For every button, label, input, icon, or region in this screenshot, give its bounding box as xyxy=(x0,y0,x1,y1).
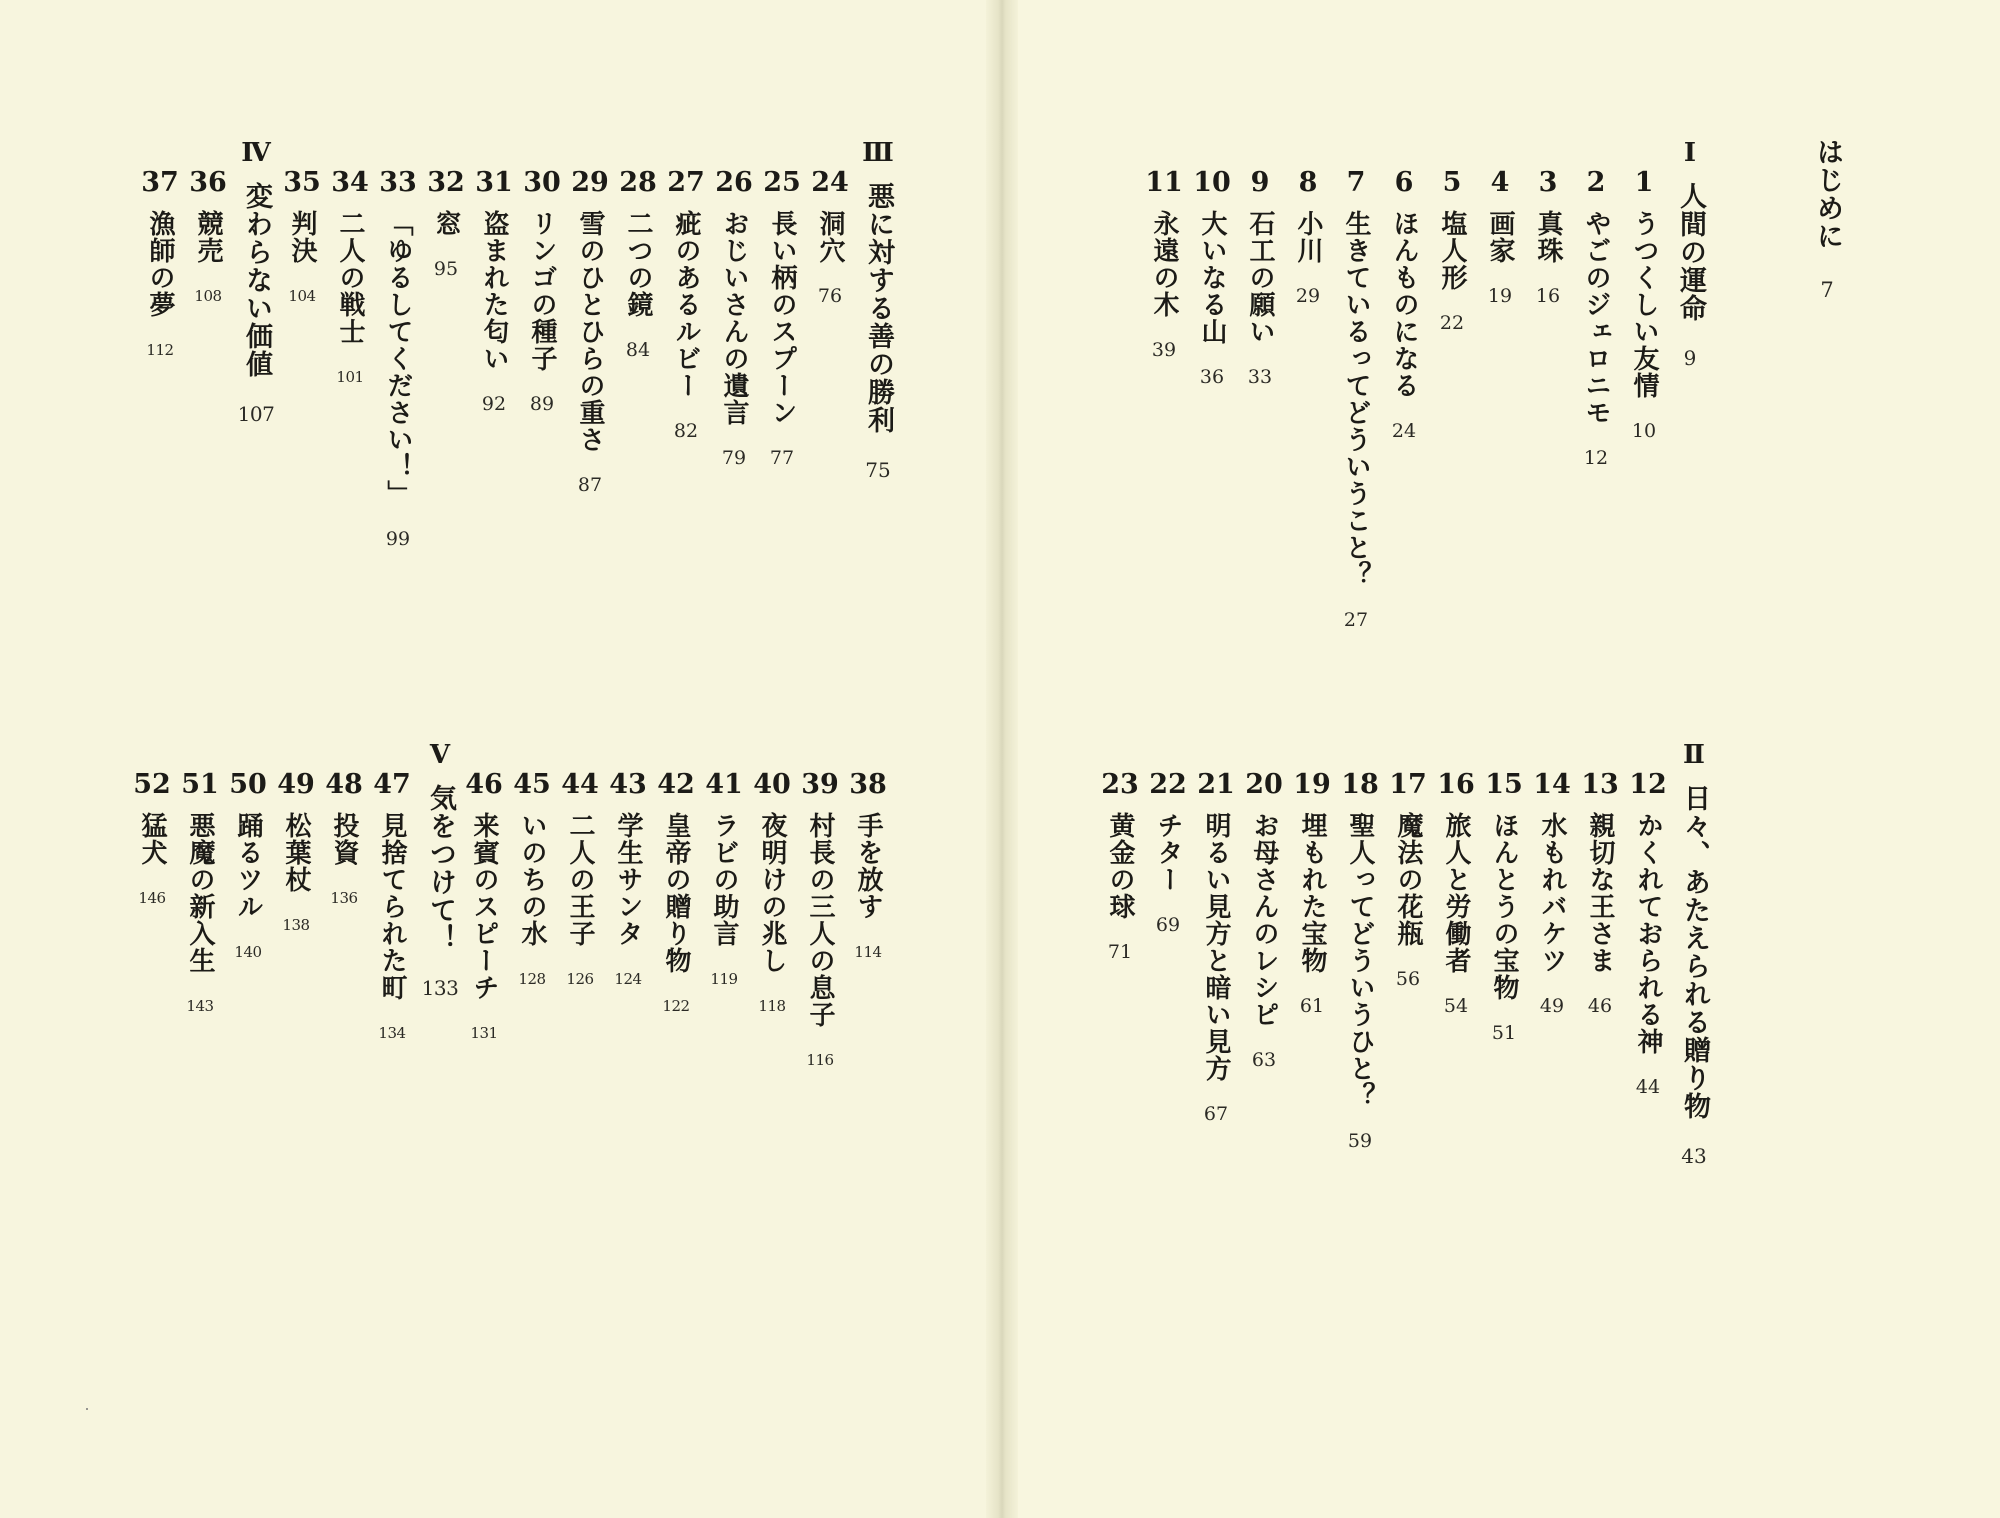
entry-number: 40 xyxy=(753,769,791,800)
entry-page: 136 xyxy=(330,889,358,907)
entry-title: 投資 xyxy=(329,812,359,866)
toc-entry[interactable] xyxy=(1478,168,1522,306)
entry-page: 92 xyxy=(481,393,507,415)
entry-page: 131 xyxy=(470,1024,498,1042)
toc-section-1[interactable] xyxy=(1668,138,1712,368)
entry-page: 119 xyxy=(710,970,738,988)
toc-entry[interactable] xyxy=(462,770,506,1043)
toc-entry[interactable] xyxy=(702,770,746,989)
entry-number: 49 xyxy=(277,769,315,800)
entry-title: 猛犬 xyxy=(137,812,167,866)
toc-entry[interactable] xyxy=(510,770,554,989)
toc-entry[interactable] xyxy=(1338,770,1382,1151)
toc-section-4[interactable] xyxy=(234,138,278,424)
entry-page: 69 xyxy=(1155,914,1181,936)
entry-number: 20 xyxy=(1245,769,1283,800)
toc-entry[interactable] xyxy=(1334,168,1378,630)
section-numeral: Ⅳ xyxy=(241,138,271,168)
toc-entry[interactable] xyxy=(760,168,804,468)
entry-page: 134 xyxy=(378,1024,406,1042)
entry-page: 39 xyxy=(1151,339,1177,361)
entry-number: 45 xyxy=(513,769,551,800)
toc-entry[interactable] xyxy=(424,168,468,279)
entry-page: 59 xyxy=(1347,1130,1373,1152)
entry-title: 永遠の木 xyxy=(1149,210,1179,318)
entry-page: 56 xyxy=(1395,968,1421,990)
entry-page: 33 xyxy=(1247,366,1273,388)
toc-entry[interactable] xyxy=(1434,770,1478,1016)
entry-number: 27 xyxy=(667,167,705,198)
entry-number: 50 xyxy=(229,769,267,800)
entry-title: ラビの助言 xyxy=(709,812,739,947)
entry-number: 32 xyxy=(427,167,465,198)
entry-page: 16 xyxy=(1535,285,1561,307)
entry-number: 6 xyxy=(1394,167,1414,198)
entry-title: ほんとうの宝物 xyxy=(1489,812,1519,1001)
entry-title: 悪魔の新入生 xyxy=(185,812,215,974)
entry-page: 118 xyxy=(758,997,786,1015)
entry-page: 146 xyxy=(138,889,166,907)
entry-number: 9 xyxy=(1250,167,1270,198)
entry-page: 77 xyxy=(769,447,795,469)
entry-title: 明るい見方と暗い見方 xyxy=(1201,812,1231,1082)
entry-title: 埋もれた宝物 xyxy=(1297,812,1327,974)
toc-entry[interactable] xyxy=(328,168,372,387)
entry-page: 63 xyxy=(1251,1049,1277,1071)
entry-page: 29 xyxy=(1295,285,1321,307)
entry-number: 22 xyxy=(1149,769,1187,800)
toc-entry[interactable] xyxy=(1530,770,1574,1016)
entry-page: 89 xyxy=(529,393,555,415)
entry-number: 52 xyxy=(133,769,171,800)
entry-number: 38 xyxy=(849,769,887,800)
intro-title: はじめに xyxy=(1812,138,1843,250)
entry-title: かくれておられる神 xyxy=(1633,812,1663,1055)
entry-page: 104 xyxy=(288,287,316,305)
entry-number: 7 xyxy=(1346,167,1366,198)
toc-entry[interactable] xyxy=(1574,168,1618,468)
entry-page: 24 xyxy=(1391,420,1417,442)
section-title: 悪に対する善の勝利 xyxy=(863,182,894,434)
entry-page: 46 xyxy=(1587,995,1613,1017)
toc-intro[interactable] xyxy=(1812,138,1842,300)
entry-title: 漁師の夢 xyxy=(145,210,175,318)
entry-page: 143 xyxy=(186,997,214,1015)
entry-page: 124 xyxy=(614,970,642,988)
entry-page: 84 xyxy=(625,339,651,361)
entry-number: 13 xyxy=(1581,769,1619,800)
book-gutter xyxy=(986,0,1018,1518)
toc-entry[interactable] xyxy=(1578,770,1622,1016)
entry-page: 27 xyxy=(1343,609,1369,631)
entry-title: 手を放す xyxy=(853,812,883,920)
entry-number: 12 xyxy=(1629,769,1667,800)
entry-page: 61 xyxy=(1299,995,1325,1017)
section-numeral: Ⅴ xyxy=(429,740,451,770)
toc-entry[interactable] xyxy=(616,168,660,360)
toc-entry[interactable] xyxy=(274,770,318,935)
toc-section-3[interactable] xyxy=(856,138,900,480)
entry-title: 松葉杖 xyxy=(281,812,311,893)
toc-entry[interactable] xyxy=(568,168,612,495)
entry-number: 41 xyxy=(705,769,743,800)
entry-page: 51 xyxy=(1491,1022,1517,1044)
entry-page: 101 xyxy=(336,368,364,386)
entry-page: 122 xyxy=(662,997,690,1015)
entry-page: 116 xyxy=(806,1051,834,1069)
entry-page: 112 xyxy=(146,341,174,359)
entry-title: 水もれバケツ xyxy=(1537,812,1567,974)
entry-title: 二人の王子 xyxy=(565,812,595,947)
entry-number: 17 xyxy=(1389,769,1427,800)
section-page: 43 xyxy=(1681,1144,1707,1168)
entry-title: 「ゆるしてください！」 xyxy=(383,210,413,507)
entry-title: 塩人形 xyxy=(1437,210,1467,291)
entry-number: 14 xyxy=(1533,769,1571,800)
entry-page: 12 xyxy=(1583,447,1609,469)
entry-page: 10 xyxy=(1631,420,1657,442)
toc-entry[interactable] xyxy=(846,770,890,962)
toc-entry[interactable] xyxy=(750,770,794,1016)
entry-number: 24 xyxy=(811,167,849,198)
entry-page: 140 xyxy=(234,943,262,961)
toc-entry[interactable] xyxy=(280,168,324,306)
toc-entry[interactable] xyxy=(1194,770,1238,1124)
toc-entry[interactable] xyxy=(1242,770,1286,1070)
toc-entry[interactable] xyxy=(1526,168,1570,306)
toc-entry[interactable] xyxy=(808,168,852,306)
entry-number: 35 xyxy=(283,167,321,198)
toc-section-5[interactable] xyxy=(418,740,462,998)
entry-page: 95 xyxy=(433,258,459,280)
entry-page: 108 xyxy=(194,287,222,305)
entry-number: 30 xyxy=(523,167,561,198)
entry-number: 3 xyxy=(1538,167,1558,198)
entry-page: 19 xyxy=(1487,285,1513,307)
entry-title: 大いなる山 xyxy=(1197,210,1227,345)
toc-entry[interactable] xyxy=(558,770,602,989)
entry-title: 二人の戦士 xyxy=(335,210,365,345)
entry-number: 11 xyxy=(1145,167,1183,198)
entry-number: 10 xyxy=(1193,167,1231,198)
entry-title: 夜明けの兆し xyxy=(757,812,787,974)
entry-number: 16 xyxy=(1437,769,1475,800)
entry-number: 18 xyxy=(1341,769,1379,800)
entry-number: 25 xyxy=(763,167,801,198)
entry-title: 聖人ってどういうひと？ xyxy=(1345,812,1375,1109)
entry-number: 48 xyxy=(325,769,363,800)
toc-entry[interactable] xyxy=(1482,770,1526,1043)
entry-number: 5 xyxy=(1442,167,1462,198)
section-title: 日々、あたえられる贈り物 xyxy=(1679,784,1710,1120)
toc-entry[interactable] xyxy=(1430,168,1474,333)
toc-entry[interactable] xyxy=(606,770,650,989)
entry-title: ほんものになる xyxy=(1389,210,1419,399)
toc-entry[interactable] xyxy=(798,770,842,1070)
entry-number: 31 xyxy=(475,167,513,198)
entry-page: 128 xyxy=(518,970,546,988)
section-numeral: Ⅰ xyxy=(1683,138,1697,168)
entry-title: 踊るツル xyxy=(233,812,263,920)
entry-number: 19 xyxy=(1293,769,1331,800)
entry-page: 71 xyxy=(1107,941,1133,963)
toc-entry[interactable] xyxy=(370,770,414,1043)
entry-title: うつくしい友情 xyxy=(1629,210,1659,399)
toc-entry[interactable] xyxy=(1146,770,1190,935)
entry-number: 29 xyxy=(571,167,609,198)
entry-page: 76 xyxy=(817,285,843,307)
entry-page: 36 xyxy=(1199,366,1225,388)
entry-title: やごのジェロニモ xyxy=(1581,210,1611,426)
entry-number: 36 xyxy=(189,167,227,198)
section-numeral: Ⅲ xyxy=(862,138,894,168)
section-page: 9 xyxy=(1683,346,1697,370)
entry-title: 旅人と労働者 xyxy=(1441,812,1471,974)
entry-page: 54 xyxy=(1443,995,1469,1017)
entry-title: 来賓のスピーチ xyxy=(469,812,499,1001)
entry-number: 33 xyxy=(379,167,417,198)
entry-number: 23 xyxy=(1101,769,1139,800)
entry-number: 8 xyxy=(1298,167,1318,198)
section-page: 133 xyxy=(421,976,459,1000)
entry-title: 魔法の花瓶 xyxy=(1393,812,1423,947)
section-title: 変わらない価値 xyxy=(241,182,272,378)
toc-entry[interactable] xyxy=(186,168,230,306)
entry-number: 39 xyxy=(801,769,839,800)
entry-title: 親切な王さま xyxy=(1585,812,1615,974)
toc-entry[interactable] xyxy=(1626,770,1670,1097)
entry-title: 盗まれた匂い xyxy=(479,210,509,372)
entry-title: 判決 xyxy=(287,210,317,264)
entry-title: 長い柄のスプーン xyxy=(767,210,797,426)
entry-number: 42 xyxy=(657,769,695,800)
section-numeral: Ⅱ xyxy=(1683,740,1705,770)
entry-number: 28 xyxy=(619,167,657,198)
toc-entry[interactable] xyxy=(654,770,698,1016)
toc-entry[interactable] xyxy=(376,168,420,549)
entry-page: 138 xyxy=(282,916,310,934)
entry-number: 51 xyxy=(181,769,219,800)
section-title: 人間の運命 xyxy=(1675,182,1706,322)
toc-entry[interactable] xyxy=(712,168,756,468)
toc-entry[interactable] xyxy=(1382,168,1426,441)
entry-title: 窓 xyxy=(431,210,461,237)
entry-title: 二つの鏡 xyxy=(623,210,653,318)
entry-page: 126 xyxy=(566,970,594,988)
entry-page: 67 xyxy=(1203,1103,1229,1125)
entry-title: 見捨てられた町 xyxy=(377,812,407,1001)
entry-number: 15 xyxy=(1485,769,1523,800)
entry-title: 皇帝の贈り物 xyxy=(661,812,691,974)
entry-title: お母さんのレシピ xyxy=(1249,812,1279,1028)
toc-entry[interactable] xyxy=(178,770,222,1016)
toc-entry[interactable] xyxy=(1386,770,1430,989)
entry-title: いのちの水 xyxy=(517,812,547,947)
section-title: 気をつけて！ xyxy=(425,784,456,952)
toc-entry[interactable] xyxy=(1238,168,1282,387)
entry-number: 2 xyxy=(1586,167,1606,198)
entry-title: リンゴの種子 xyxy=(527,210,557,372)
toc-entry[interactable] xyxy=(1142,168,1186,360)
entry-title: 村長の三人の息子 xyxy=(805,812,835,1028)
entry-title: 学生サンタ xyxy=(613,812,643,947)
toc-entry[interactable] xyxy=(1286,168,1330,306)
entry-title: 黄金の球 xyxy=(1105,812,1135,920)
entry-number: 34 xyxy=(331,167,369,198)
entry-number: 46 xyxy=(465,769,503,800)
toc-entry[interactable] xyxy=(1098,770,1142,962)
entry-title: 生きているってどういうこと？ xyxy=(1341,210,1371,588)
toc-entry[interactable] xyxy=(322,770,366,908)
toc-section-2[interactable] xyxy=(1672,740,1716,1166)
entry-title: 石工の願い xyxy=(1245,210,1275,345)
toc-entry[interactable] xyxy=(1290,770,1334,1016)
intro-page: 7 xyxy=(1820,278,1834,302)
entry-number: 1 xyxy=(1634,167,1654,198)
entry-page: 22 xyxy=(1439,312,1465,334)
entry-title: 競売 xyxy=(193,210,223,264)
entry-number: 44 xyxy=(561,769,599,800)
entry-page: 44 xyxy=(1635,1076,1661,1098)
toc-entry[interactable] xyxy=(130,770,174,908)
entry-title: 小川 xyxy=(1293,210,1323,264)
entry-title: 洞穴 xyxy=(815,210,845,264)
entry-page: 79 xyxy=(721,447,747,469)
toc-entry[interactable] xyxy=(520,168,564,414)
section-page: 107 xyxy=(237,402,275,426)
entry-number: 43 xyxy=(609,769,647,800)
paper-speck xyxy=(86,1408,88,1410)
entry-number: 4 xyxy=(1490,167,1510,198)
entry-number: 37 xyxy=(141,167,179,198)
toc-entry[interactable] xyxy=(226,770,270,962)
toc-entry[interactable] xyxy=(1190,168,1234,387)
entry-page: 82 xyxy=(673,420,699,442)
entry-number: 26 xyxy=(715,167,753,198)
entry-title: 疵のあるルビー xyxy=(671,210,701,399)
entry-page: 49 xyxy=(1539,995,1565,1017)
entry-number: 47 xyxy=(373,769,411,800)
entry-title: 画家 xyxy=(1485,210,1515,264)
section-page: 75 xyxy=(865,458,891,482)
entry-page: 99 xyxy=(385,528,411,550)
entry-page: 87 xyxy=(577,474,603,496)
entry-title: 雪のひとひらの重さ xyxy=(575,210,605,453)
toc-entry[interactable] xyxy=(1622,168,1666,441)
toc-entry[interactable] xyxy=(472,168,516,414)
entry-title: おじいさんの遺言 xyxy=(719,210,749,426)
entry-title: 真珠 xyxy=(1533,210,1563,264)
entry-title: チター xyxy=(1153,812,1183,893)
entry-page: 114 xyxy=(854,943,882,961)
toc-entry[interactable] xyxy=(138,168,182,360)
toc-entry[interactable] xyxy=(664,168,708,441)
entry-number: 21 xyxy=(1197,769,1235,800)
